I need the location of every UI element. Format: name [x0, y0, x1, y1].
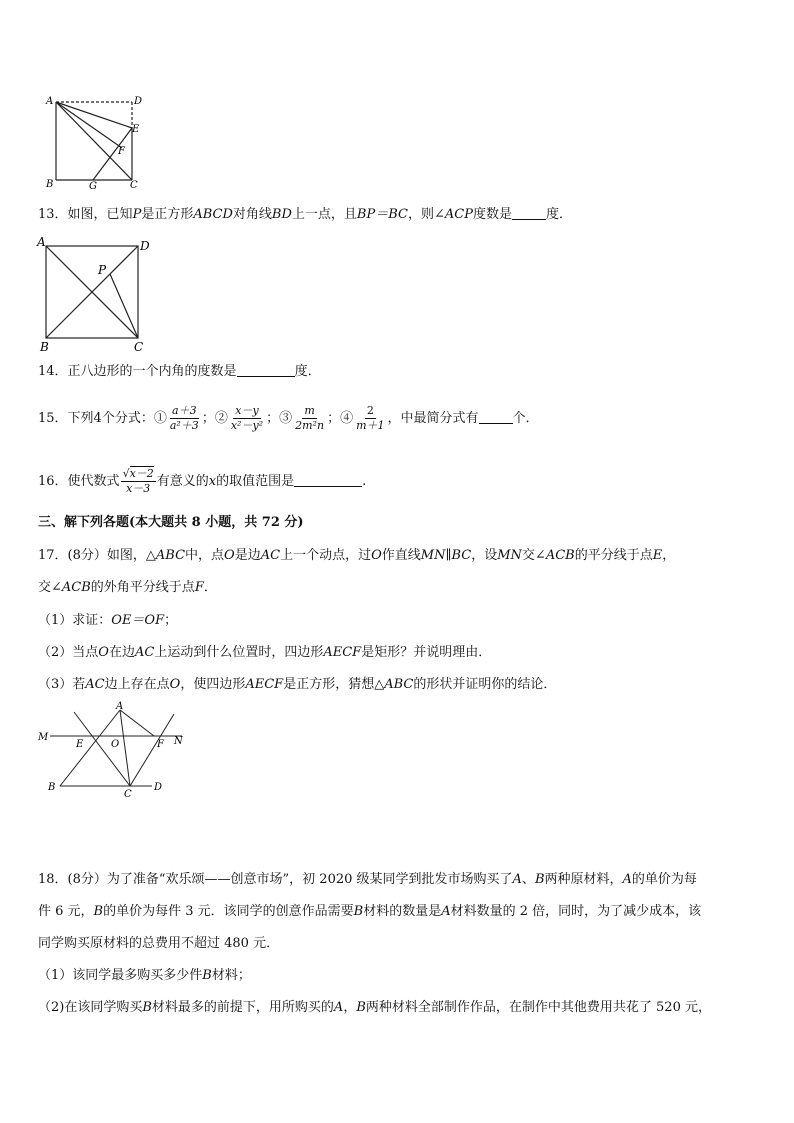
section-heading: 三、解下列各题(本大题共 8 小题，共 72 分) — [38, 515, 304, 530]
label-a: A — [37, 236, 46, 249]
sqrt-sign: √ — [122, 467, 130, 480]
label-a: A — [116, 701, 124, 712]
question-18-part-1: （1）该同学最多购买多少件B材料； — [38, 968, 251, 983]
label-p: P — [98, 263, 107, 277]
fraction-4: $\frac{2}{m+1}$ — [356, 404, 385, 432]
label-b: B — [46, 179, 54, 190]
fraction-1: $\frac{a+3}{\text{a²＋3}}$ — [169, 404, 199, 432]
label-a: A — [46, 96, 54, 107]
label-f: F — [157, 739, 164, 750]
question-13: 13．如图，已知P是正方形ABCD对角线BD上一点，且BP＝BC，则∠ACP度数是 度． — [38, 207, 572, 222]
label-c: C — [134, 340, 144, 354]
label-b: B — [48, 782, 56, 793]
label-e: E — [132, 124, 140, 135]
question-14: 14．正八边形的一个内角的度数是 度． — [38, 364, 321, 379]
fraction-2: $\frac{x-y}{\text{x²－y²}}$ — [230, 404, 264, 432]
figure-triangle-mn — [34, 700, 194, 800]
question-17-line-1: 17．(8分）如图，△ABC中，点O是边AC上一个动点，过O作直线MN∥BC，设MN交∠ACB的平分线于点E， — [38, 548, 676, 563]
label-d: D — [140, 239, 150, 253]
question-18-part-2: （2)在该同学购买B材料最多的前提下，用所购买的A，B两种材料全部制作作品，在制作中其他费用共花了 520 元， — [38, 1000, 711, 1015]
label-g: G — [89, 181, 97, 192]
label-d: D — [134, 96, 143, 107]
figure-square-abcd — [34, 236, 154, 354]
question-17-part-3: （3）若AC边上存在点O，使四边形AECF是正方形，猜想△ABC的形状并证明你的结论． — [38, 677, 557, 692]
label-o: O — [111, 739, 120, 750]
label-b: B — [40, 340, 49, 354]
question-18-line-1: 18．(8分）为了准备“欢乐颂——创意市场”，初 2020 级某同学到批发市场购买了A、B两种原材料，A的单价为每 — [38, 872, 697, 887]
question-17-line-2: 交∠ACB的外角平分线于点F． — [38, 580, 217, 595]
question-17-part-2: （2）当点O在边AC上运动到什么位置时，四边形AECF是矩形？并说明理由． — [38, 645, 492, 660]
label-c: C — [130, 180, 138, 191]
label-e: E — [76, 739, 84, 750]
question-18-line-3: 同学购买原材料的总费用不超过 480 元． — [38, 936, 280, 951]
label-n: N — [174, 736, 183, 747]
question-18-line-2: 件 6 元，B的单价为每件 3 元．该同学的创意作品需要B材料的数量是A材料数量的 2 倍，同时，为了减少成本，该 — [38, 904, 702, 919]
label-d: D — [154, 782, 163, 793]
figure-square-aefg — [40, 92, 150, 192]
answer-blank-13[interactable] — [512, 205, 546, 220]
fraction-3: $\frac{m}{\text{2m²n}}$ — [295, 404, 325, 432]
label-c: C — [124, 789, 132, 800]
label-m: M — [38, 732, 49, 743]
question-15: 15．下列4个分式：① $\frac{a+3}{\text{a²＋3}}$ ；② $\frac{x-y}{\text{x²－y²}}$ ；③ $\frac{m}{\text{2m²n}}$ ；④ $\frac{2}{m+1}$ ，中最简分式有 个． — [38, 404, 539, 432]
question-16: 16．使代数式 $\frac{√x-2}{x-3}$ 有意义的x的取值范围是 . — [38, 467, 367, 495]
answer-blank-16[interactable] — [294, 472, 362, 487]
question-17-part-1: （1）求证：OE＝OF； — [38, 613, 178, 628]
label-f: F — [118, 146, 125, 157]
answer-blank-14[interactable] — [237, 362, 295, 377]
answer-blank-15[interactable] — [479, 409, 513, 424]
radical-fraction: $\frac{√x-2}{x-3}$ — [122, 467, 154, 495]
